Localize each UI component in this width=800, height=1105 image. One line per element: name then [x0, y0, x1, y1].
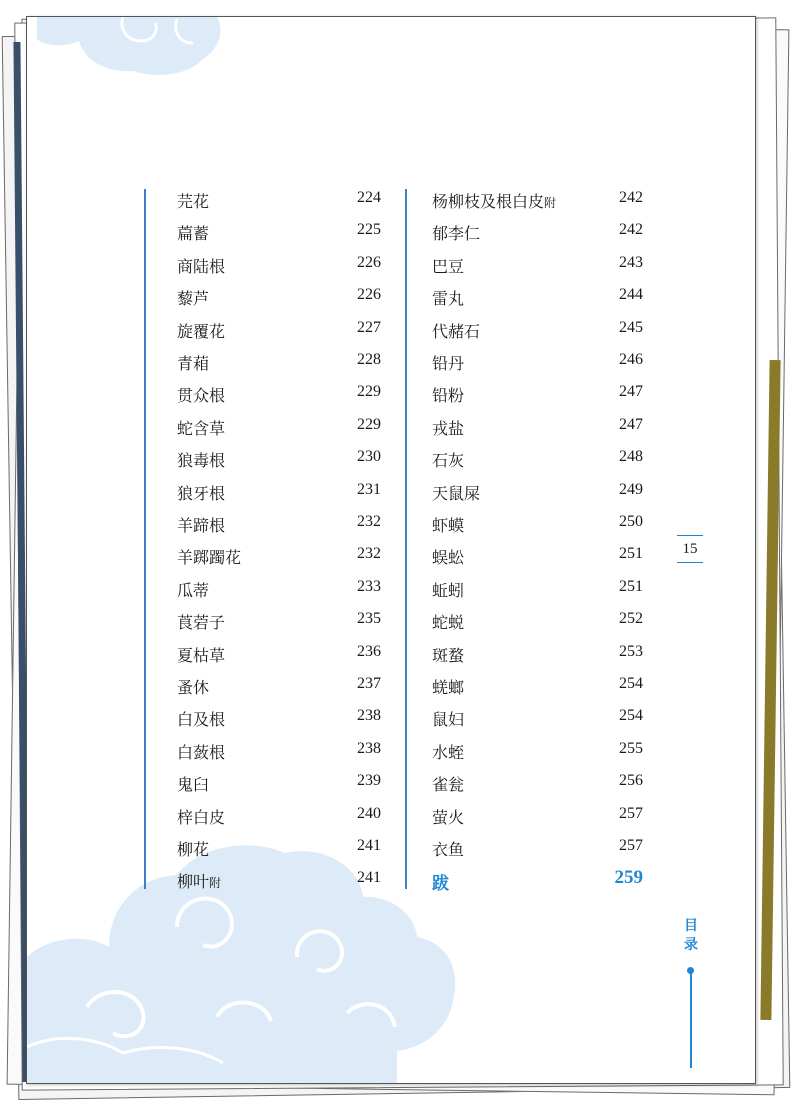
toc-entry-title: 虾蟆: [432, 516, 465, 535]
toc-entry-title: 藜芦: [177, 289, 210, 309]
toc-entry-page: 239: [357, 772, 381, 790]
toc-entry-page: 228: [357, 351, 381, 368]
toc-entry-page: 230: [357, 448, 381, 466]
toc-entry-title: 萹蓄: [177, 224, 210, 244]
toc-entry: [177, 189, 381, 213]
toc-entry-page: 257: [619, 804, 643, 822]
toc-entry-page: 227: [357, 318, 381, 336]
toc-entry-title: 跋: [432, 874, 449, 895]
toc-entry: [432, 869, 643, 893]
toc-entry: [177, 383, 381, 407]
toc-entry: [432, 513, 643, 537]
toc-entry: [432, 740, 643, 764]
toc-entry: [432, 578, 643, 602]
section-marker-line: [690, 972, 692, 1068]
toc-entry: [177, 837, 381, 861]
toc-entry-page: 248: [619, 448, 643, 466]
toc-entry-title: 戎盐: [432, 418, 465, 438]
toc-entry-title: 斑蝥: [432, 645, 465, 665]
toc-entry-title: 蛇含草: [177, 418, 226, 438]
toc-entry: [177, 351, 381, 375]
toc-entry-page: 250: [619, 513, 643, 530]
toc-entry-title: 狼毒根: [177, 451, 226, 471]
toc-entry-title: 商陆根: [177, 256, 226, 276]
toc-entry-page: 232: [357, 513, 381, 530]
toc-entry-title: 代赭石: [432, 321, 481, 341]
toc-entry-page: 243: [619, 253, 643, 271]
toc-entry-title: 旋覆花: [177, 321, 226, 341]
toc-entry-title: 贯众根: [177, 386, 226, 406]
toc-entry: [432, 254, 643, 278]
toc-entry-title: 青葙: [177, 354, 210, 373]
toc-entry: [177, 481, 381, 505]
toc-entry-page: 238: [357, 739, 381, 757]
toc-entry: [432, 448, 643, 472]
toc-entry-page: 244: [619, 286, 643, 304]
toc-entry: [432, 675, 643, 699]
toc-entry-page: 240: [357, 804, 381, 822]
toc-entry-title: 白蔹根: [177, 742, 226, 762]
toc-entry-suffix: 附: [209, 876, 222, 891]
toc-entry-page: 229: [357, 383, 381, 401]
toc-entry-title: 蜣螂: [432, 678, 465, 697]
toc-entry-title: 天鼠屎: [432, 483, 481, 503]
toc-entry-page: 241: [357, 869, 381, 887]
toc-entry-suffix: 附: [544, 196, 557, 210]
right-column-rule: [405, 189, 407, 889]
toc-entry-title: 白及根: [177, 710, 226, 730]
toc-entry-page: 251: [619, 545, 643, 563]
toc-entry-page: 247: [619, 415, 643, 433]
toc-entry-title: 石灰: [432, 451, 465, 471]
toc-entry-title: 雷丸: [432, 289, 465, 309]
toc-entry: [177, 772, 381, 796]
toc-entry-title: 蚯蚓: [432, 580, 465, 600]
toc-entry-page: 254: [619, 707, 643, 725]
toc-entry-title: 杨柳枝及根白皮附: [432, 192, 557, 211]
toc-entry: [432, 610, 643, 634]
toc-entry-page: 246: [619, 351, 643, 368]
toc-entry: [177, 319, 381, 343]
toc-entry-title: 鼠妇: [432, 710, 465, 730]
toc-entry-title: 羊蹄根: [177, 516, 226, 535]
toc-entry-page: 247: [619, 383, 643, 401]
toc-entry-title: 狼牙根: [177, 483, 226, 503]
toc-entry: [432, 707, 643, 731]
toc-entry: [432, 319, 643, 343]
toc-entry-title: 郁李仁: [432, 224, 481, 244]
toc-entry-title: 柳花: [177, 840, 210, 859]
toc-entry-page: 231: [357, 480, 381, 498]
toc-entry-page: 242: [619, 189, 643, 206]
toc-entry-page: 238: [357, 707, 381, 725]
toc-entry-page: 252: [619, 610, 643, 628]
toc-entry: [432, 189, 643, 213]
toc-entry: [432, 772, 643, 796]
toc-entry: [177, 286, 381, 310]
document-page: [26, 16, 756, 1084]
toc-entry-title: 羊踯躅花: [177, 548, 242, 568]
section-label-char: 目: [684, 918, 698, 934]
toc-entry-title: 蛇蜕: [432, 613, 465, 633]
toc-entry: [177, 513, 381, 537]
toc-entry: [432, 416, 643, 440]
toc-entry: [177, 675, 381, 699]
toc-entry-page: 242: [619, 221, 643, 239]
toc-entry: [432, 643, 643, 667]
toc-entry: [432, 351, 643, 375]
toc-entry-title: 衣鱼: [432, 840, 465, 859]
toc-entry-page: 241: [357, 837, 381, 854]
toc-entry: [177, 805, 381, 829]
toc-entry: [432, 805, 643, 829]
toc-entry-title: 梓白皮: [177, 807, 226, 827]
toc-entry: [177, 448, 381, 472]
toc-entry: [177, 416, 381, 440]
toc-entry-title: 萤火: [432, 807, 465, 827]
toc-entry: [177, 545, 381, 569]
toc-entry-title: 鬼臼: [177, 775, 210, 795]
left-column-rule: [144, 189, 146, 889]
toc-entry-page: 251: [619, 577, 643, 595]
toc-entry: [177, 610, 381, 634]
toc-entry: [177, 707, 381, 731]
toc-entry-page: 249: [619, 480, 643, 498]
toc-entry-title: 柳叶附: [177, 872, 222, 892]
toc-entry-title: 莨菪子: [177, 613, 226, 633]
toc-entry-title: 铅丹: [432, 354, 465, 373]
toc-entry: [432, 221, 643, 245]
toc-entry: [432, 481, 643, 505]
section-label-char: 录: [684, 937, 698, 953]
toc-entry: [177, 869, 381, 893]
toc-entry-title: 铅粉: [432, 386, 465, 406]
toc-entry-page: 233: [357, 577, 381, 595]
cloud-decoration-top: [27, 17, 247, 87]
toc-entry-title: 芫花: [177, 192, 210, 211]
toc-entry-title: 蜈蚣: [432, 548, 465, 568]
toc-entry: [177, 254, 381, 278]
toc-entry: [177, 221, 381, 245]
toc-entry: [432, 545, 643, 569]
toc-entry-title: 夏枯草: [177, 645, 226, 665]
toc-entry-page: 232: [357, 545, 381, 563]
toc-entry-page: 224: [357, 189, 381, 206]
toc-entry-title: 瓜蒂: [177, 580, 210, 600]
toc-entry: [432, 286, 643, 310]
toc-entry-page: 226: [357, 253, 381, 271]
toc-entry-title: 蚤休: [177, 678, 210, 697]
toc-entry-page: 257: [619, 837, 643, 854]
toc-entry-page: 235: [357, 610, 381, 628]
toc-entry: [177, 740, 381, 764]
toc-entry-title: 巴豆: [432, 256, 465, 276]
toc-entry-title: 水蛭: [432, 742, 465, 762]
toc-entry: [432, 837, 643, 861]
toc-entry-page: 225: [357, 221, 381, 239]
toc-entry-page: 254: [619, 675, 643, 692]
toc-entry-page: 237: [357, 675, 381, 692]
page-number: 15: [677, 535, 703, 563]
toc-entry-title: 雀瓮: [432, 775, 465, 795]
toc-entry: [177, 643, 381, 667]
toc-entry-page: 259: [614, 867, 643, 889]
section-label: [683, 917, 699, 955]
toc-entry-page: 255: [619, 739, 643, 757]
toc-entry-page: 226: [357, 286, 381, 304]
toc-entry-page: 236: [357, 642, 381, 660]
toc-entry-page: 245: [619, 318, 643, 336]
toc-entry: [432, 383, 643, 407]
toc-entry-page: 256: [619, 772, 643, 790]
toc-entry: [177, 578, 381, 602]
toc-entry-page: 253: [619, 642, 643, 660]
toc-entry-page: 229: [357, 415, 381, 433]
